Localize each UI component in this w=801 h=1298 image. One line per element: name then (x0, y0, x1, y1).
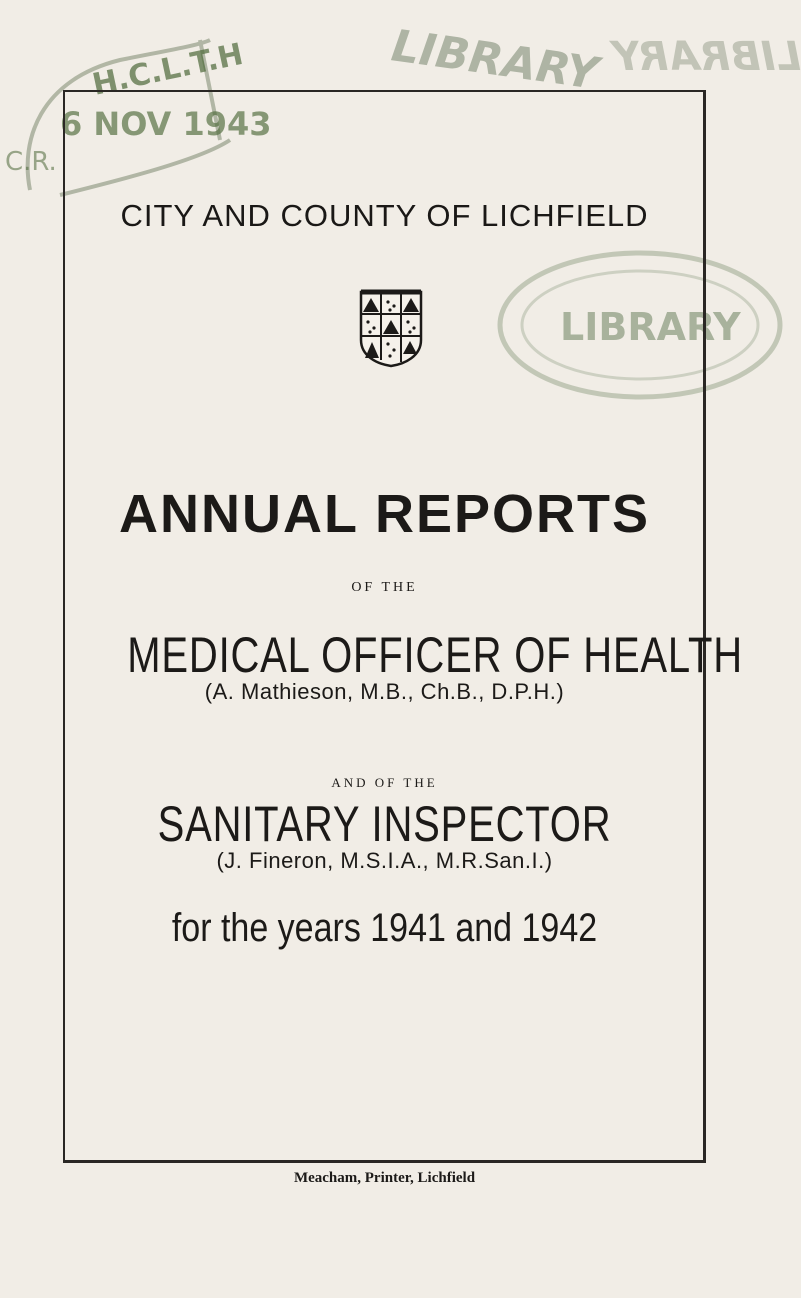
library-stamp-top-center (380, 0, 602, 100)
stamp-text-library-right: LIBRARY (560, 305, 741, 349)
main-title: ANNUAL REPORTS (118, 484, 651, 544)
stamp-text-date: 6 NOV 1943 (60, 105, 272, 143)
years-line: for the years 1941 and 1942 (171, 906, 598, 950)
stamp-text-cr: C.R. (5, 147, 57, 177)
sanitary-inspector-title: SANITARY INSPECTOR (157, 796, 612, 852)
library-stamp-top-right (610, 10, 801, 90)
lichfield-coat-of-arms-icon (355, 284, 427, 368)
medical-officer-title: MEDICAL OFFICER OF HEALTH (127, 627, 743, 683)
stamp-text-lichfield: H.C.L.T.H (89, 36, 247, 103)
medical-officer-name: (A. Mathieson, M.B., Ch.B., D.P.H.) (204, 679, 565, 704)
sanitary-inspector-name: (J. Fineron, M.S.I.A., M.R.San.I.) (216, 848, 553, 873)
stamp-text-library-mirrored: LIBRARY (612, 34, 801, 80)
county-title: CITY AND COUNTY OF LICHFIELD (120, 198, 649, 233)
of-the-caption: OF THE (351, 580, 418, 595)
printer-imprint: Meacham, Printer, Lichfield (293, 1170, 476, 1186)
stamp-text-library-center: LIBRARY (388, 20, 602, 100)
and-of-the-caption: AND OF THE (331, 775, 438, 790)
